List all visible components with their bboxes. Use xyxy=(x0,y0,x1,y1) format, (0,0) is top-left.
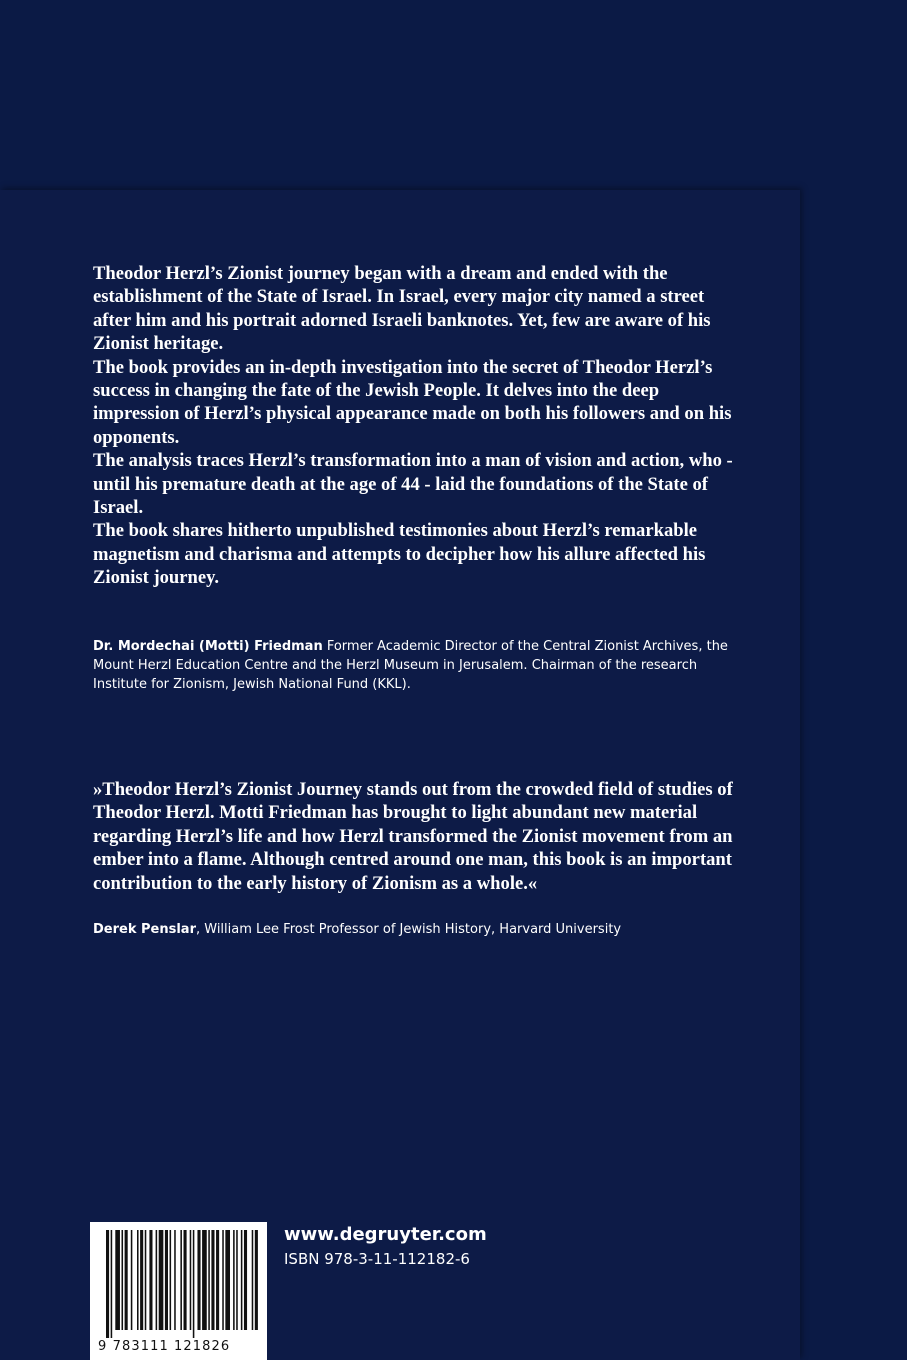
barcode-bar xyxy=(241,1230,243,1330)
author-description: Former Academic Director of the Central Zionist Archives, the Mount Herzl Education Centre and the Herzl Museum in Jerusalem. Chairman of the research Institute for Zionism, Jewish National Fund (KKL). xyxy=(93,639,728,692)
barcode-bar xyxy=(193,1230,195,1338)
barcode-bar xyxy=(111,1230,113,1338)
barcode-bar xyxy=(184,1230,187,1330)
barcode-bar xyxy=(140,1230,143,1330)
barcode-bar xyxy=(208,1230,210,1330)
description-paragraph-3: The analysis traces Herzl’s transformation into a man of vision and action, who - until his premature death at the age of 44 - laid the foundations of the State of Israel. xyxy=(93,450,733,519)
barcode-bar xyxy=(131,1230,133,1330)
barcode-bar xyxy=(233,1230,235,1330)
endorser-title: , William Lee Frost Professor of Jewish History, Harvard University xyxy=(195,922,622,937)
author-bio xyxy=(93,637,733,694)
description-paragraph-2: The book provides an in-depth investigation into the secret of Theodor Herzl’s success in changing the fate of the Jewish People. It delves into the deep impression of Herzl’s physical appearance made on both his followers and on his opponents. xyxy=(93,356,732,448)
barcode-bar xyxy=(244,1230,247,1330)
barcode-bar xyxy=(145,1230,147,1330)
barcode-bar xyxy=(197,1230,200,1330)
barcode-bar xyxy=(122,1230,124,1330)
description-paragraph-1: Theodor Herzl’s Zionist journey began with a dream and ended with the establishment of the State of Israel. In Israel, every major city named a street after him and his portrait adorned Israeli banknotes. Yet, few are aware of his Zionist heritage. xyxy=(93,263,711,355)
barcode-bar xyxy=(236,1230,238,1330)
barcode-bar xyxy=(165,1230,168,1330)
barcode-bar xyxy=(125,1230,128,1330)
barcode-bar xyxy=(255,1230,258,1330)
barcode-bar xyxy=(222,1230,224,1330)
publisher-website: www.degruyter.com xyxy=(284,1224,487,1245)
barcode-digits: 9 783111 121826 xyxy=(98,1339,231,1354)
barcode-bar xyxy=(170,1230,172,1330)
barcode-bar xyxy=(216,1230,219,1330)
barcode-bar xyxy=(225,1230,230,1330)
barcode-bar xyxy=(174,1230,176,1330)
isbn-barcode xyxy=(90,1222,267,1360)
isbn-number: ISBN 978-3-11-112182-6 xyxy=(284,1250,470,1268)
author-name: Dr. Mordechai (Motti) Friedman xyxy=(93,639,323,654)
endorsement-quote: »Theodor Herzl’s Zionist Journey stands out from the crowded field of studies of Theodor Herzl. Motti Friedman has brought to light abundant new material regarding Herzl’s life and how Herzl transformed the Zionist movement from an ember into a flame. Although centred around one man, this book is an important contribution to the early history of Zionism as a whole.« xyxy=(93,779,733,894)
barcode-bar xyxy=(159,1230,164,1330)
barcode-bar xyxy=(106,1230,109,1338)
barcode-bar xyxy=(211,1230,214,1330)
barcode-bar xyxy=(190,1230,192,1330)
barcode-bar xyxy=(202,1230,207,1330)
barcode-bar xyxy=(115,1230,120,1330)
barcode-bar xyxy=(252,1230,254,1330)
description-paragraph-4: The book shares hitherto unpublished testimonies about Herzl’s remarkable magnetism and charisma and attempts to decipher how his allure affected his Zionist journey. xyxy=(93,520,706,589)
endorsement-attribution xyxy=(93,920,733,939)
barcode-bar xyxy=(180,1230,182,1330)
barcode-bar xyxy=(137,1230,139,1330)
endorser-name: Derek Penslar xyxy=(93,922,196,937)
barcode-bar xyxy=(156,1230,158,1330)
barcode-bar xyxy=(149,1230,152,1330)
book-description xyxy=(93,262,733,590)
